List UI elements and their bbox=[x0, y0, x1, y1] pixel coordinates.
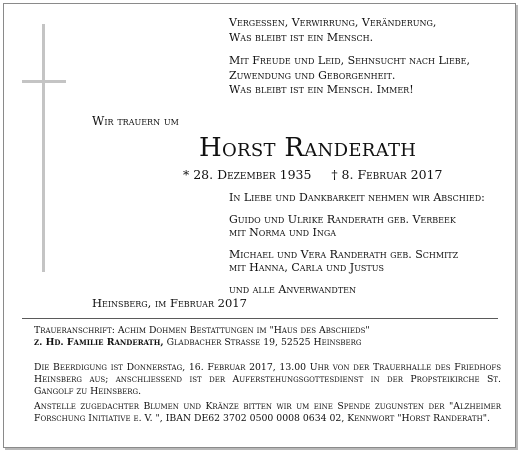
mourners-heading: In Liebe und Dankbarkeit nehmen wir Abschied: bbox=[229, 191, 485, 204]
intro-text: Wir trauern um bbox=[92, 114, 179, 128]
mourner-line: mit Hanna, Carla und Justus bbox=[229, 261, 384, 274]
address-recipient: z. Hd. Familie Randerath, bbox=[34, 337, 164, 348]
poem-line: Vergessen, Verwirrung, Veränderung, bbox=[229, 16, 437, 29]
deceased-name: Horst Randerath bbox=[199, 133, 417, 163]
poem bbox=[229, 16, 470, 98]
cross-icon bbox=[42, 24, 45, 272]
poem-line: Zuwendung und Geborgenheit. bbox=[229, 68, 396, 82]
mourning-address bbox=[34, 325, 501, 349]
poem-line: Was bleibt ist ein Mensch. bbox=[229, 30, 374, 44]
poem-line: Was bleibt ist ein Mensch. Immer! bbox=[229, 83, 414, 96]
donation-notice: Anstelle zugedachter Blumen und Kränze bitten wir um eine Spende zugunsten der "Alzheimer Forschung Initiative e. V. ", IBAN DE62 3702 0500 0008 0634 02, Kennwort "Horst Randerath". bbox=[34, 401, 501, 424]
mourner-line: Michael und Vera Randerath geb. Schmitz bbox=[229, 247, 459, 261]
place-date: Heinsberg, im Februar 2017 bbox=[92, 296, 247, 310]
mourner-line: und alle Anverwandten bbox=[229, 282, 356, 296]
divider bbox=[22, 318, 498, 319]
address-line bbox=[34, 337, 501, 349]
address-street: Gladbacher Strasse 19, 52525 Heinsberg bbox=[163, 337, 362, 348]
funeral-notice: Die Beerdigung ist Donnerstag, 16. Februar 2017, 13.00 Uhr von der Trauerhalle des Friedhofs Heinsberg aus; anschließend ist der Auferstehungsgottesdienst in der Propsteikirche St. Gangolf zu Heinsberg. bbox=[34, 362, 501, 397]
poem-line: Mit Freude und Leid, Sehnsucht nach Liebe, bbox=[229, 54, 471, 67]
mourners-block bbox=[229, 191, 485, 296]
cross-icon-bar bbox=[22, 80, 66, 83]
mourner-line: Guido und Ulrike Randerath geb. Verbeek bbox=[229, 212, 456, 226]
mourner-line: mit Norma und Inga bbox=[229, 226, 337, 239]
address-line: Traueranschrift: Achim Dohmen Bestattungen im "Haus des Abschieds" bbox=[34, 325, 370, 336]
life-dates: * 28. Dezember 1935 † 8. Februar 2017 bbox=[183, 167, 443, 182]
